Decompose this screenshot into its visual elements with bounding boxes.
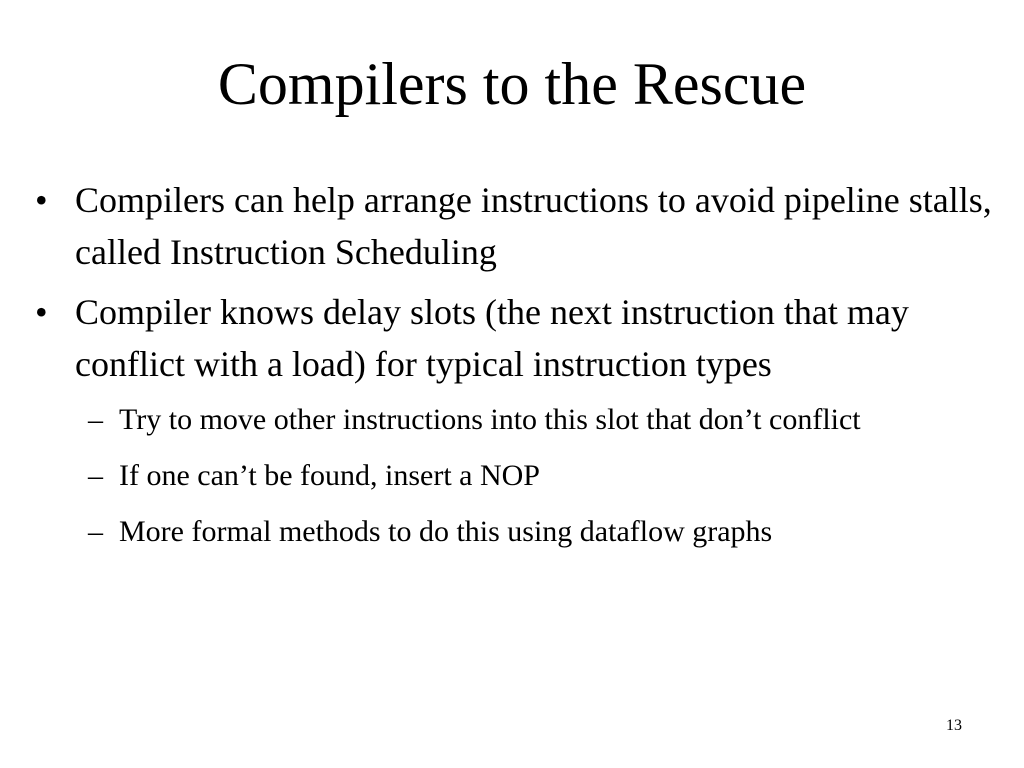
bullet-item [30, 174, 1000, 278]
slide-number: 13 [946, 717, 962, 734]
sub-bullet-text: Try to move other instructions into this slot that don’t conflict [119, 403, 861, 436]
bullet-text: Compiler knows delay slots (the next instruction that may conflict with a load) for typical instruction types [75, 292, 909, 384]
sub-bullet-list [30, 398, 1000, 554]
sub-bullet-item [30, 454, 1000, 498]
sub-bullet-item [30, 510, 1000, 554]
bullet-item [30, 286, 1000, 390]
bullet-text: Compilers can help arrange instructions to avoid pipeline stalls, called Instruction Scheduling [75, 180, 992, 272]
sub-bullet-marker: – [88, 515, 103, 548]
slide-title: Compilers to the Rescue [217, 51, 807, 117]
sub-bullet-text: If one can’t be found, insert a NOP [119, 459, 540, 492]
bullet-list [30, 174, 1000, 566]
bullet-marker: • [35, 292, 48, 332]
sub-bullet-text: More formal methods to do this using dataflow graphs [119, 515, 773, 548]
sub-bullet-marker: – [88, 459, 103, 492]
sub-bullet-marker: – [88, 403, 103, 436]
sub-bullet-item [30, 398, 1000, 442]
bullet-marker: • [35, 180, 48, 220]
